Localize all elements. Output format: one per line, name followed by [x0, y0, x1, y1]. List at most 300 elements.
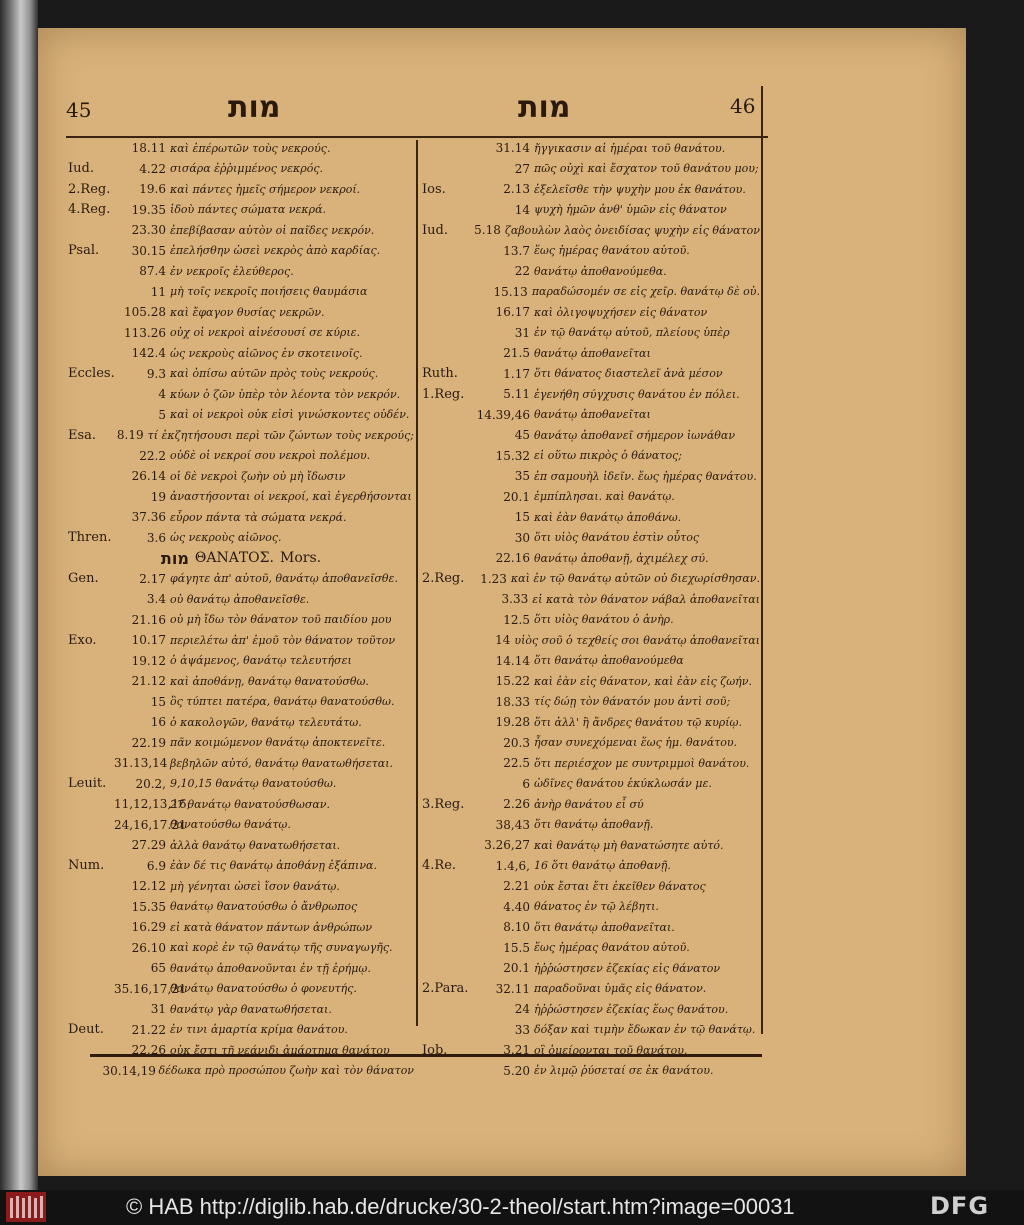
concordance-entry [68, 1040, 414, 1061]
concordance-entry [422, 261, 760, 282]
entry-book: 1.Reg. [422, 386, 465, 402]
concordance-entry [68, 302, 414, 323]
concordance-entry [422, 466, 760, 487]
entry-book: Psal. [68, 243, 100, 259]
concordance-entry [422, 343, 760, 364]
entry-text: περιελέτω ἀπ' ἐμοῦ τὸν θάνατον τοῦτον [170, 633, 396, 647]
entry-text: ζαβουλὼν λαὸς ὀνειδίσας ψυχὴν εἰς θάνατον [504, 223, 760, 237]
left-hebrew-heading: מות [228, 90, 281, 125]
concordance-entry [68, 589, 414, 610]
heading-hebrew: מות [160, 548, 189, 568]
concordance-entry [68, 651, 414, 672]
entry-reference: 2.17 [139, 571, 166, 586]
book-spine-edge [0, 0, 38, 1190]
entry-text: ἐγενήθη σύγχυσις θανάτου ἐν πόλει. [534, 387, 740, 401]
left-column [68, 138, 414, 1081]
entry-text: καὶ ἐν τῷ θανάτῳ αὐτῶν οὐ διεχωρίσθησαν. [510, 572, 760, 586]
entry-reference: 30.14,19 [102, 1063, 156, 1078]
entry-text: πᾶν κοιμώμενον θανάτῳ ἀποκτενεῖτε. [170, 736, 386, 750]
concordance-entry [68, 384, 414, 405]
entry-reference: 31 [514, 325, 530, 340]
entry-text: θανάτῳ ἀποθανῇ, ἀχιμέλεχ σύ. [534, 551, 709, 565]
entry-text: 27 θανάτῳ θανατούσθωσαν. [170, 797, 330, 811]
entry-reference: 15.5 [503, 940, 530, 955]
entry-reference: 3.26,27 [484, 838, 530, 853]
entry-book: Num. [68, 858, 105, 874]
concordance-entry [68, 466, 414, 487]
entry-text: θανάτῳ ἀποθανεῖ σήμερον ἰωνάθαν [534, 428, 736, 442]
concordance-entry [68, 897, 414, 918]
entry-book: Ios. [422, 181, 446, 197]
entry-reference: 21.12 [131, 674, 166, 689]
entry-text: καὶ ἔφαγον θυσίας νεκρῶν. [170, 305, 325, 319]
concordance-entry [422, 979, 760, 1000]
right-column [422, 138, 760, 1081]
entry-reference: 20.2, [135, 776, 166, 791]
entry-text: θανάτῳ ἀποθανεῖται [534, 346, 651, 360]
concordance-entry [68, 958, 414, 979]
entry-reference: 22.5 [503, 756, 530, 771]
concordance-entry [422, 138, 760, 159]
concordance-entry [68, 876, 414, 897]
entry-reference: 4.40 [503, 899, 530, 914]
concordance-entry [68, 364, 414, 385]
footer-bar [0, 1190, 1024, 1225]
entry-text: ὅτι υἱὸς θανάτου ὁ ἀνὴρ. [534, 613, 674, 627]
concordance-entry [422, 938, 760, 959]
concordance-entry [422, 507, 760, 528]
entry-text: παραδοῦναι ὑμᾶς εἰς θάνατον. [534, 982, 707, 996]
entry-text: εἰ οὕτω πικρὸς ὁ θάνατος; [534, 449, 682, 463]
entry-reference: 23.30 [131, 223, 166, 238]
concordance-entry [68, 794, 414, 815]
entry-text: ἐπεβίβασαν αὐτὸν οἱ παῖδες νεκρόν. [170, 223, 375, 237]
entry-reference: 18.33 [495, 694, 530, 709]
entry-reference: 31.14 [495, 141, 530, 156]
entry-text: ὁ ἁψάμενος, θανάτῳ τελευτήσει [170, 654, 352, 668]
entry-text: ἀνὴρ θανάτου εἶ σύ [534, 797, 644, 811]
entry-reference: 35 [514, 469, 530, 484]
entry-text: ἐὰν δέ τις θανάτῳ ἀποθάνῃ ἐξάπινα. [170, 859, 377, 873]
entry-book: 4.Reg. [68, 202, 111, 218]
entry-text: ὃς τύπτει πατέρα, θανάτῳ θανατούσθω. [170, 695, 395, 709]
entry-book: Iob. [422, 1042, 448, 1058]
entry-book: Eccles. [68, 366, 115, 382]
entry-reference: 10.17 [131, 633, 166, 648]
concordance-entry [422, 651, 760, 672]
entry-reference: 18.11 [131, 141, 166, 156]
entry-text: ὁ κακολογῶν, θανάτῳ τελευτάτω. [170, 715, 362, 729]
entry-text: ἕως ἡμέρας θανάτου αὐτοῦ. [534, 244, 690, 258]
right-margin-rule [761, 86, 763, 1034]
entry-text: ἠῤῥώστησεν ἐζεκίας ἕως θανάτου. [534, 1002, 729, 1016]
entry-reference: 5.11 [503, 387, 530, 402]
entry-reference: 14.39,46 [476, 407, 530, 422]
concordance-entry [68, 241, 414, 262]
heading-greek: ΘΑΝΑΤΟΣ. [194, 550, 275, 567]
entry-reference: 12.5 [503, 612, 530, 627]
concordance-entry [422, 815, 760, 836]
entry-text: καὶ ἐπέρωτῶν τοὺς νεκρούς. [170, 141, 331, 155]
entry-reference: 8.19 [116, 428, 144, 443]
entry-reference: 12.12 [131, 879, 166, 894]
entry-text: θανάτῳ θανατούσθω ὁ ἄνθρωπος [170, 900, 358, 914]
entry-reference: 15.13 [493, 284, 528, 299]
entry-reference: 22.26 [131, 1043, 166, 1058]
entry-text: καὶ κορὲ ἐν τῷ θανάτῳ τῆς συναγωγῆς. [170, 941, 393, 955]
entry-reference: 19.12 [131, 653, 166, 668]
entry-reference: 142.4 [131, 346, 166, 361]
concordance-entry [68, 712, 414, 733]
entry-book: Leuit. [68, 776, 107, 792]
entry-text: ἐπελήσθην ὡσεὶ νεκρὸς ἀπὸ καρδίας. [170, 244, 381, 258]
entry-reference: 4 [158, 387, 166, 402]
entry-text: ἦσαν συνεχόμεναι ἕως ἡμ. θανάτου. [534, 736, 738, 750]
concordance-entry [68, 528, 414, 549]
concordance-entry [68, 282, 414, 303]
concordance-entry [68, 138, 414, 159]
entry-reference: 15.32 [495, 448, 530, 463]
entry-text: καὶ ὀλιγοψυχήσεν εἰς θάνατον [534, 305, 708, 319]
entry-reference: 8.10 [503, 920, 530, 935]
concordance-entry [422, 569, 760, 590]
entry-reference: 14.14 [495, 653, 530, 668]
concordance-entry [422, 425, 760, 446]
entry-reference: 21.16 [131, 612, 166, 627]
entry-text: ὡς νεκροὺς αἰῶνος. [170, 531, 282, 545]
entry-text: εἰ κατὰ τὸν θάνατον νάβαλ ἀποθανεῖται [532, 592, 760, 606]
entry-reference: 1.23 [480, 571, 507, 586]
concordance-entry [422, 200, 760, 221]
concordance-entry [422, 999, 760, 1020]
concordance-entry [68, 343, 414, 364]
concordance-entry [68, 425, 414, 446]
entry-text: καὶ ἐὰν θανάτῳ ἀποθάνω. [534, 510, 682, 524]
entry-reference: 2.26 [503, 797, 530, 812]
entry-text: σισάρα ἐῤῥιμμένος νεκρός. [170, 162, 324, 176]
entry-reference: 45 [514, 428, 530, 443]
entry-reference: 15.35 [131, 899, 166, 914]
concordance-entry [68, 487, 414, 508]
entry-reference: 5.20 [503, 1063, 530, 1078]
concordance-entry [68, 938, 414, 959]
entry-reference: 32.11 [495, 981, 530, 996]
entry-reference: 22.19 [131, 735, 166, 750]
entry-book: 4.Re. [422, 858, 457, 874]
entry-text: καὶ ἀποθάνῃ, θανάτῳ θανατούσθω. [170, 674, 369, 688]
entry-reference: 11 [150, 284, 166, 299]
entry-reference: 35.16,17,21 [114, 981, 187, 996]
heading-latin: Mors. [280, 550, 322, 567]
concordance-entry [422, 384, 760, 405]
concordance-entry [68, 692, 414, 713]
concordance-entry [68, 405, 414, 426]
right-hebrew-heading: מות [518, 90, 571, 125]
entry-book: 2.Reg. [68, 181, 111, 197]
entry-reference: 105.28 [124, 305, 166, 320]
entry-text: θάνατος ἐν τῷ λέβητι. [534, 900, 659, 914]
entry-book: Esa. [68, 427, 97, 443]
entry-text: 9,10,15 θανάτῳ θανατούσθω. [170, 777, 337, 791]
concordance-entry [422, 1061, 760, 1082]
entry-text: οὐ μὴ ἴδω τὸν θάνατον τοῦ παιδίου μου [170, 613, 392, 627]
entry-text: φάγητε ἀπ' αὐτοῦ, θανάτῳ ἀποθανεῖσθε. [170, 572, 398, 586]
concordance-entry [422, 179, 760, 200]
entry-text: ὅτι υἱὸς θανάτου ἐστὶν οὗτος [534, 531, 700, 545]
entry-text: ἐξελεῖσθε τὴν ψυχὴν μου ἐκ θανάτου. [534, 182, 746, 196]
entry-text: βεβηλῶν αὐτό, θανάτῳ θανατωθήσεται. [170, 756, 394, 770]
entry-reference: 5.18 [474, 223, 501, 238]
entry-text: κύων ὁ ζῶν ὑπὲρ τὸν λέοντα τὸν νεκρόν. [170, 387, 401, 401]
concordance-entry [422, 671, 760, 692]
right-page-number: 46 [730, 94, 756, 118]
entry-book: Gen. [68, 571, 99, 587]
entry-reference: 3.4 [146, 592, 166, 607]
entry-reference: 14 [514, 202, 530, 217]
entry-text: ὅτι θανάτῳ ἀποθανούμεθα [534, 654, 684, 668]
concordance-entry [68, 753, 414, 774]
entry-reference: 5 [158, 407, 166, 422]
entry-book: Deut. [68, 1022, 104, 1038]
concordance-entry [68, 159, 414, 180]
entry-text: ἰδοὺ πάντες σώματα νεκρά. [170, 203, 326, 217]
entry-text: θανάτῳ ἀποθανούμεθα. [534, 264, 667, 278]
entry-text: πῶς οὐχὶ καὶ ἔσχατον τοῦ θανάτου μου; [534, 162, 759, 176]
entry-text: μὴ τοῖς νεκροῖς ποιήσεις θαυμάσια [170, 285, 368, 299]
concordance-entry [422, 241, 760, 262]
entry-reference: 65 [150, 961, 166, 976]
concordance-entry [422, 364, 760, 385]
entry-reference: 27 [514, 161, 530, 176]
entry-text: ὅτι θανάτῳ ἀποθανεῖται. [534, 920, 675, 934]
entry-text: ἐν τῷ θανάτῳ αὐτοῦ, πλείους ὑπὲρ [534, 326, 730, 340]
entry-reference: 26.14 [131, 469, 166, 484]
entry-book: Iud. [68, 161, 94, 177]
entry-book: 2.Para. [422, 981, 469, 997]
entry-reference: 16 [150, 715, 166, 730]
entry-text: ὅτι ἀλλ' ἢ ἄνδρες θανάτου τῷ κυρίῳ. [534, 715, 743, 729]
entry-reference: 6.9 [146, 858, 166, 873]
concordance-entry [68, 999, 414, 1020]
concordance-entry [68, 774, 414, 795]
concordance-entry [422, 159, 760, 180]
concordance-entry [68, 200, 414, 221]
concordance-entry [422, 733, 760, 754]
concordance-entry [422, 712, 760, 733]
entry-text: καὶ ὀπίσω αὐτῶν πρὸς τοὺς νεκρούς. [170, 367, 379, 381]
concordance-entry [68, 610, 414, 631]
concordance-entry [68, 179, 414, 200]
concordance-entry [422, 897, 760, 918]
dfg-logo: DFG [930, 1192, 990, 1220]
entry-book: 2.Reg. [422, 571, 465, 587]
concordance-entry [68, 1020, 414, 1041]
entry-reference: 11,12,13,16, [114, 797, 191, 812]
entry-text: ἐν τινι ἁμαρτία κρίμα θανάτου. [170, 1023, 348, 1037]
concordance-entry [422, 282, 760, 303]
entry-reference: 20.3 [503, 735, 530, 750]
entry-reference: 20.1 [503, 961, 530, 976]
entry-reference: 31.13,14 [114, 756, 168, 771]
entry-text: ἐπ σαμουὴλ ἰδεῖν. ἕως ἡμέρας θανάτου. [534, 469, 757, 483]
concordance-entry [422, 220, 760, 241]
entry-reference: 15 [150, 694, 166, 709]
entry-reference: 33 [514, 1022, 530, 1037]
entry-reference: 19.28 [495, 715, 530, 730]
entry-text: θανάτῳ ἀποθανοῦνται ἐν τῇ ἐρήμῳ. [170, 961, 371, 975]
concordance-entry [68, 671, 414, 692]
entry-text: καὶ ἐὰν εἰς θάνατον, καὶ ἐὰν εἰς ζωήν. [534, 674, 752, 688]
entry-reference: 3.21 [503, 1043, 530, 1058]
concordance-entry [422, 589, 760, 610]
entry-text: τίς δώῃ τὸν θάνατόν μου ἀντὶ σοῦ; [534, 695, 731, 709]
concordance-entry [422, 610, 760, 631]
entry-text: οὐχ οἱ νεκροὶ αἰνέσουσί σε κύριε. [170, 326, 361, 340]
entry-reference: 113.26 [124, 325, 166, 340]
entry-text: ὅτι θανάτῳ ἀποθανῇ. [534, 818, 654, 832]
entry-text: ἤγγικασιν αἱ ἡμέραι τοῦ θανάτου. [534, 141, 726, 155]
concordance-entry [422, 856, 760, 877]
entry-reference: 13.7 [503, 243, 530, 258]
entry-text: καὶ θανάτῳ μὴ θανατώσητε αὐτό. [534, 838, 724, 852]
entry-reference: 2.13 [503, 182, 530, 197]
concordance-entry [68, 323, 414, 344]
entry-text: μὴ γένηται ὡσεὶ ἴσον θανάτῳ. [170, 879, 340, 893]
concordance-entry [422, 487, 760, 508]
entry-text: θανάτῳ θανατούσθω ὁ φονευτής. [170, 982, 357, 996]
entry-reference: 26.10 [131, 940, 166, 955]
entry-text: εὗρον πάντα τὰ σώματα νεκρά. [170, 510, 347, 524]
concordance-entry [422, 528, 760, 549]
entry-text: ἠῤῥώστησεν ἐζεκίας εἰς θάνατον [534, 961, 721, 975]
entry-reference: 1.4,6, [495, 858, 530, 873]
entry-reference: 30 [514, 530, 530, 545]
entry-text: καὶ πάντες ἡμεῖς σήμερον νεκροί. [170, 182, 361, 196]
entry-reference: 19.35 [131, 202, 166, 217]
entry-reference: 27.29 [131, 838, 166, 853]
entry-reference: 20.1 [503, 489, 530, 504]
concordance-entry [422, 876, 760, 897]
entry-text: υἱὸς σοῦ ὁ τεχθείς σοι θανάτῳ ἀποθανεῖται [514, 633, 760, 647]
concordance-entry [422, 835, 760, 856]
entry-reference: 15 [514, 510, 530, 525]
entry-reference: 15.22 [495, 674, 530, 689]
concordance-entry [422, 794, 760, 815]
entry-text: ἕως ἡμέρας θανάτου αὐτοῦ. [534, 941, 690, 955]
concordance-entry [422, 405, 760, 426]
concordance-entry [68, 446, 414, 467]
concordance-entry [422, 917, 760, 938]
concordance-entry [68, 569, 414, 590]
entry-reference: 4.22 [139, 161, 166, 176]
entry-reference: 21.5 [503, 346, 530, 361]
concordance-entry [422, 753, 760, 774]
entry-text: ἐμπίπλησαι. καὶ θανάτῳ. [534, 490, 675, 504]
book-page [38, 28, 966, 1176]
entry-reference: 21.22 [131, 1022, 166, 1037]
concordance-entry [68, 917, 414, 938]
entry-text: ὠδῖνες θανάτου ἐκύκλωσάν με. [534, 777, 712, 791]
entry-text: ψυχὴ ἡμῶν ἀνθ' ὑμῶν εἰς θάνατον [534, 203, 727, 217]
entry-reference: 19.6 [139, 182, 166, 197]
entry-text: ὡς νεκροὺς αἰῶνος ἐν σκοτεινοῖς. [170, 346, 363, 360]
entry-text: ἀναστήσονται οἱ νεκροί, καὶ ἐγερθήσονται [170, 490, 412, 504]
entry-reference: 87.4 [139, 264, 166, 279]
library-logo-icon [6, 1192, 46, 1222]
section-heading [68, 548, 414, 569]
entry-text: οὐδὲ οἱ νεκροί σου νεκροὶ πολέμου. [170, 449, 371, 463]
concordance-entry [68, 979, 414, 1000]
entry-reference: 22.16 [495, 551, 530, 566]
left-page-number: 45 [66, 98, 92, 122]
entry-text: ἐν λιμῷ ῥύσεταί σε ἐκ θανάτου. [534, 1064, 714, 1078]
entry-reference: 3.6 [146, 530, 166, 545]
column-divider [416, 140, 418, 1026]
entry-text: θανατούσθω θανάτῳ. [170, 818, 291, 832]
entry-text: 16 ὅτι θανάτῳ ἀποθανῇ. [534, 859, 671, 873]
entry-text: ὅτι θάνατος διαστελεῖ ἀνὰ μέσον [534, 367, 723, 381]
concordance-entry [68, 630, 414, 651]
entry-reference: 2.21 [503, 879, 530, 894]
footer-copyright-link[interactable]: © HAB http://diglib.hab.de/drucke/30-2-theol/start.htm?image=00031 [126, 1194, 795, 1219]
concordance-entry [68, 815, 414, 836]
entry-text: θανάτῳ γὰρ θανατωθήσεται. [170, 1002, 332, 1016]
concordance-entry [68, 220, 414, 241]
entry-reference: 9.3 [146, 366, 166, 381]
entry-reference: 14 [495, 633, 511, 648]
entry-reference: 37.36 [131, 510, 166, 525]
entry-reference: 3.33 [501, 592, 529, 607]
entry-book: Iud. [422, 222, 448, 238]
entry-text: δέδωκα πρὸ προσώπου ζωὴν καὶ τὸν θάνατον [158, 1064, 414, 1078]
entry-reference: 38,43 [495, 817, 530, 832]
entry-reference: 24 [514, 1002, 530, 1017]
entry-text: εἰ κατὰ θάνατον πάντων ἀνθρώπων [170, 920, 373, 934]
entry-reference: 24,16,17.21 [114, 817, 187, 832]
concordance-entry [68, 733, 414, 754]
concordance-entry [422, 446, 760, 467]
entry-reference: 1.17 [503, 366, 530, 381]
concordance-entry [68, 835, 414, 856]
entry-reference: 6 [522, 776, 530, 791]
entry-text: παραδώσομέν σε εἰς χεῖρ. θανάτῳ δὲ οὐ. [531, 285, 760, 299]
entry-text: ἐν νεκροῖς ἐλεύθερος. [170, 264, 294, 278]
entry-text: οὐκ ἔσται ἔτι ἐκεῖθεν θάνατος [534, 879, 706, 893]
concordance-entry [68, 1061, 414, 1082]
concordance-entry [68, 507, 414, 528]
entry-reference: 16.17 [495, 305, 530, 320]
entry-text: θανάτῳ ἀποθανεῖται [534, 408, 651, 422]
entry-text: καὶ οἱ νεκροὶ οὐκ εἰσὶ γινώσκοντες οὐδέν. [170, 408, 410, 422]
entry-reference: 31 [150, 1002, 166, 1017]
concordance-entry [422, 548, 760, 569]
entry-book: Exo. [68, 632, 97, 648]
entry-text: ἀλλὰ θανάτῳ θανατωθήσεται. [170, 838, 341, 852]
concordance-entry [422, 323, 760, 344]
entry-reference: 22.2 [139, 448, 166, 463]
entry-text: ὅτι περιέσχον με συντριμμοὶ θανάτου. [534, 756, 750, 770]
concordance-entry [68, 856, 414, 877]
entry-text: οἳ ὁμείρονται τοῦ θανάτου. [534, 1043, 688, 1057]
entry-text: οὐ θανάτῳ ἀποθανεῖσθε. [170, 592, 310, 606]
entry-book: Thren. [68, 530, 112, 546]
concordance-entry [422, 1040, 760, 1061]
concordance-entry [422, 958, 760, 979]
concordance-entry [422, 692, 760, 713]
entry-book: Ruth. [422, 366, 458, 382]
entry-text: οἱ δὲ νεκροὶ ζωὴν οὐ μὴ ἴδωσιν [170, 469, 346, 483]
concordance-entry [422, 302, 760, 323]
